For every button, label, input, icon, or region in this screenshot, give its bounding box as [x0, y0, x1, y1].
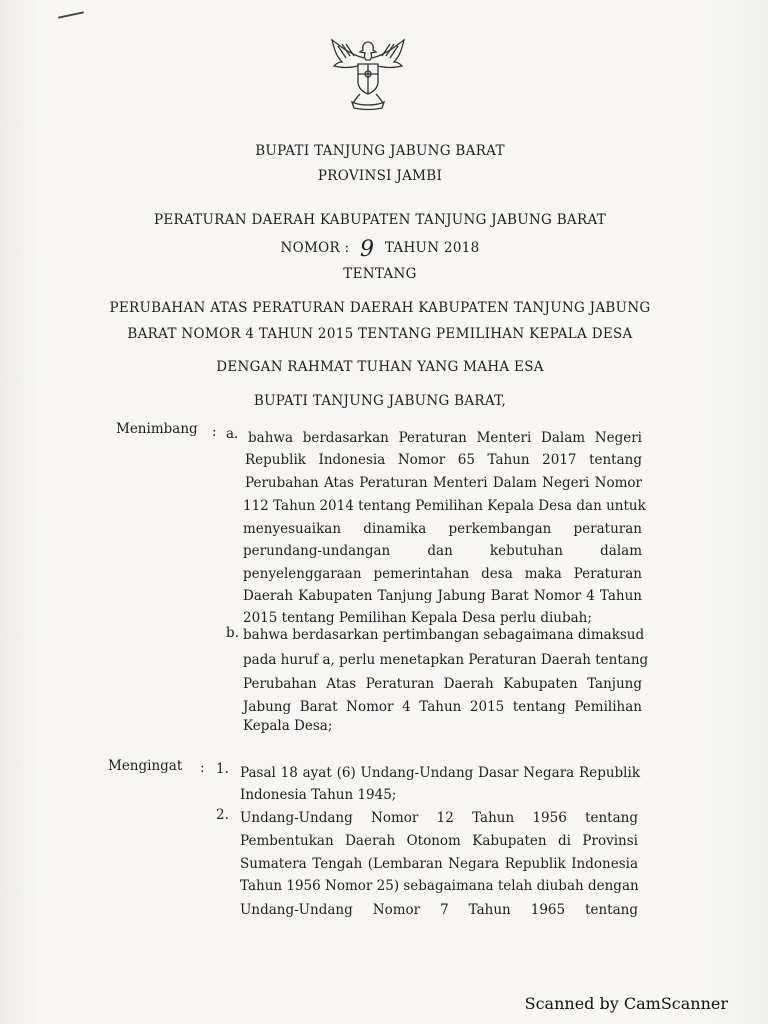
mengingat-colon: :	[200, 760, 205, 776]
text-line: Perubahan Atas Peraturan Menteri Dalam Negeri Nomor	[245, 475, 642, 491]
rahmat-line: DENGAN RAHMAT TUHAN YANG MAHA ESA	[216, 359, 544, 375]
text-line: Perubahan Atas Peraturan Daerah Kabupaten Tanjung	[243, 676, 642, 692]
subject-line1: PERUBAHAN ATAS PERATURAN DAERAH KABUPATEN TANJUNG JABUNG	[109, 300, 651, 316]
menimbang-a-marker: a.	[226, 426, 239, 442]
mengingat-2-marker: 2.	[216, 807, 229, 823]
garuda-emblem-icon	[328, 36, 408, 112]
text-line: Pasal 18 ayat (6) Undang-Undang Dasar Negara Republik	[240, 765, 640, 781]
pen-mark	[58, 11, 84, 18]
nomor-value: 9	[359, 237, 375, 262]
menimbang-colon: :	[212, 424, 217, 440]
header-line2: PROVINSI JAMBI	[317, 168, 443, 184]
text-line: 2015 tentang Pemilihan Kepala Desa perlu diubah;	[243, 610, 592, 626]
text-line: Pembentukan Daerah Otonom Kabupaten di Provinsi	[240, 833, 638, 849]
nomor-label: NOMOR :	[280, 240, 350, 256]
text-line: Daerah Kabupaten Tanjung Jabung Barat Nomor 4 Tahun	[243, 588, 642, 604]
text-line: Kepala Desa;	[243, 718, 333, 734]
subject-line2: BARAT NOMOR 4 TAHUN 2015 TENTANG PEMILIHAN KEPALA DESA	[127, 326, 633, 342]
mengingat-label: Mengingat	[108, 758, 183, 774]
text-line: penyelenggaraan pemerintahan desa maka Peraturan	[243, 566, 642, 582]
text-line: Sumatera Tengah (Lembaran Negara Republik Indonesia	[240, 856, 638, 872]
menimbang-b-marker: b.	[226, 625, 239, 641]
text-line: pada huruf a, perlu menetapkan Peraturan Daerah tentang	[243, 652, 649, 668]
text-line: Republik Indonesia Nomor 65 Tahun 2017 tentang	[245, 452, 642, 468]
mengingat-1-marker: 1.	[216, 761, 229, 777]
text-line: Jabung Barat Nomor 4 Tahun 2015 tentang Pemilihan	[243, 699, 642, 715]
text-line: bahwa berdasarkan Peraturan Menteri Dalam Negeri	[248, 430, 642, 446]
camscanner-watermark: Scanned by CamScanner	[524, 994, 728, 1013]
header-line1: BUPATI TANJUNG JABUNG BARAT	[255, 143, 505, 159]
regulation-title: PERATURAN DAERAH KABUPATEN TANJUNG JABUNG BARAT	[153, 212, 607, 228]
text-line: 112 Tahun 2014 tentang Pemilihan Kepala Desa dan untuk	[243, 498, 646, 514]
menimbang-label: Menimbang	[116, 421, 198, 437]
text-line: menyesuaikan dinamika perkembangan peraturan	[243, 521, 642, 537]
nomor-line	[100, 233, 660, 262]
text-line: Undang-Undang Nomor 7 Tahun 1965 tentang	[240, 902, 638, 918]
text-line: Tahun 1956 Nomor 25) sebagaimana telah diubah dengan	[240, 878, 639, 894]
text-line: bahwa berdasarkan pertimbangan sebagaimana dimaksud	[243, 627, 645, 643]
nomor-year: TAHUN 2018	[384, 240, 480, 256]
tentang-label: TENTANG	[343, 266, 417, 282]
text-line: perundang-undangan dan kebutuhan dalam	[243, 543, 642, 559]
text-line: Indonesia Tahun 1945;	[240, 787, 397, 803]
text-line: Undang-Undang Nomor 12 Tahun 1956 tentang	[240, 810, 638, 826]
bupati-line: BUPATI TANJUNG JABUNG BARAT,	[253, 393, 507, 409]
